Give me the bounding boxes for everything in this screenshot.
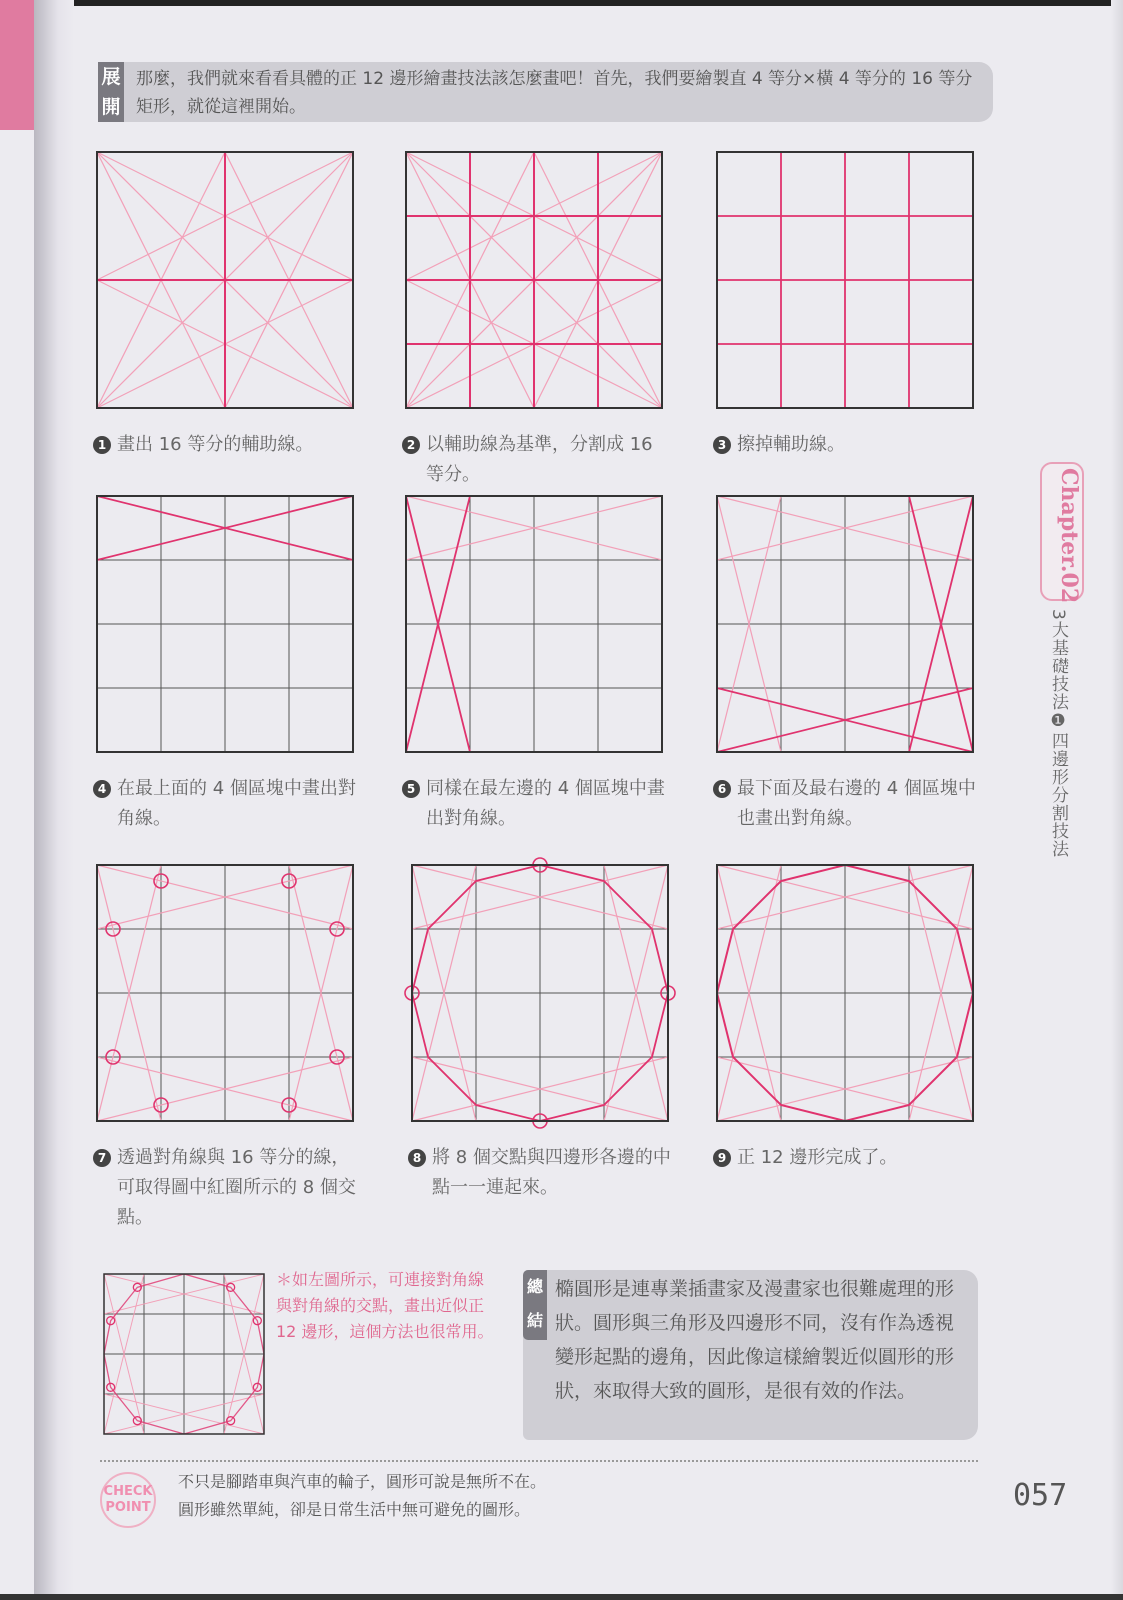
intro-panel <box>98 62 993 122</box>
step-3 <box>709 144 979 460</box>
step-8 <box>404 857 674 1203</box>
step-5 <box>398 488 668 834</box>
step-number-badge: 2 <box>402 436 420 454</box>
step-diagram <box>89 857 359 1129</box>
step-caption-text: 最下面及最右邊的 4 個區塊中也畫出對角線。 <box>737 778 976 829</box>
page-edge-shadow <box>1111 0 1123 1600</box>
summary-tag: 總結 <box>523 1270 547 1340</box>
step-diagram <box>89 144 359 416</box>
step-4 <box>89 488 359 834</box>
step-caption-text: 透過對角線與 16 等分的線，可取得圖中紅圈所示的 8 個交點。 <box>117 1147 356 1228</box>
step-number-badge: 1 <box>93 436 111 454</box>
step-number-badge: 7 <box>93 1149 111 1167</box>
page-edge-tab <box>0 0 34 130</box>
step-diagram <box>404 857 674 1129</box>
step-2 <box>398 144 668 490</box>
step-number-badge: 5 <box>402 780 420 798</box>
step-caption-text: 正 12 邊形完成了。 <box>737 1147 898 1168</box>
step-caption <box>89 774 359 834</box>
step-diagram <box>709 857 979 1129</box>
divider <box>100 1460 978 1462</box>
chapter-sidebar <box>1040 462 1096 858</box>
step-diagram <box>398 488 668 760</box>
step-caption <box>398 430 668 490</box>
step-7 <box>89 857 359 1233</box>
step-number-badge: 8 <box>408 1149 426 1167</box>
step-caption <box>89 430 359 460</box>
chapter-label: Chapter.02 <box>1056 468 1082 604</box>
check-point-badge: CHECK POINT <box>100 1472 156 1528</box>
step-6 <box>709 488 979 834</box>
step-diagram <box>709 144 979 416</box>
step-caption <box>89 1143 359 1233</box>
step-number-badge: 3 <box>713 436 731 454</box>
step-number-badge: 4 <box>93 780 111 798</box>
chapter-badge <box>1040 462 1084 604</box>
step-9 <box>709 857 979 1173</box>
step-caption-text: 擦掉輔助線。 <box>737 434 845 455</box>
bottom-edge <box>0 1594 1123 1600</box>
step-number-badge: 9 <box>713 1149 731 1167</box>
step-caption <box>404 1143 674 1203</box>
check-point-line-2: 圓形雖然單純，卻是日常生活中無可避免的圖形。 <box>178 1500 531 1519</box>
example-figure <box>100 1270 268 1442</box>
intro-tag: 展開 <box>98 62 124 122</box>
step-caption <box>398 774 668 834</box>
step-number-badge: 6 <box>713 780 731 798</box>
step-caption-text: 同樣在最左邊的 4 個區塊中畫出對角線。 <box>426 778 665 829</box>
step-caption <box>709 1143 979 1173</box>
step-diagram <box>89 488 359 760</box>
check-point-line-1: 不只是腳踏車與汽車的輪子，圓形可說是無所不在。 <box>178 1472 547 1491</box>
step-caption-text: 以輔助線為基準，分割成 16 等分。 <box>426 434 653 485</box>
top-edge <box>0 0 1123 6</box>
step-caption-text: 將 8 個交點與四邊形各邊的中點一一連起來。 <box>432 1147 671 1198</box>
step-caption <box>709 430 979 460</box>
step-1 <box>89 144 359 460</box>
summary-panel <box>523 1270 978 1440</box>
intro-text: 那麼，我們就來看看具體的正 12 邊形繪畫技法該怎麼畫吧！首先，我們要繪製直 4 等分×橫 4 等分的 16 等分矩形，就從這裡開始。 <box>136 69 973 117</box>
check-point-text <box>178 1468 546 1524</box>
page-number: 057 <box>1013 1478 1068 1513</box>
step-diagram <box>398 144 668 416</box>
section-title: 3大基礎技法❶四邊形分割技法 <box>1048 609 1068 858</box>
example-note: ＊如左圖所示，可連接對角線與對角線的交點，畫出近似正 12 邊形，這個方法也很常用。 <box>276 1270 494 1341</box>
step-caption-text: 畫出 16 等分的輔助線。 <box>117 434 314 455</box>
step-diagram <box>709 488 979 760</box>
book-gutter <box>34 0 74 1600</box>
step-caption <box>709 774 979 834</box>
step-caption-text: 在最上面的 4 個區塊中畫出對角線。 <box>117 778 356 829</box>
summary-text: 橢圓形是連專業插畫家及漫畫家也很難處理的形狀。圓形與三角形及四邊形不同，沒有作為透視變形起點的邊角，因此像這樣繪製近似圓形的形狀，來取得大致的圓形，是很有效的作法。 <box>555 1278 955 1402</box>
